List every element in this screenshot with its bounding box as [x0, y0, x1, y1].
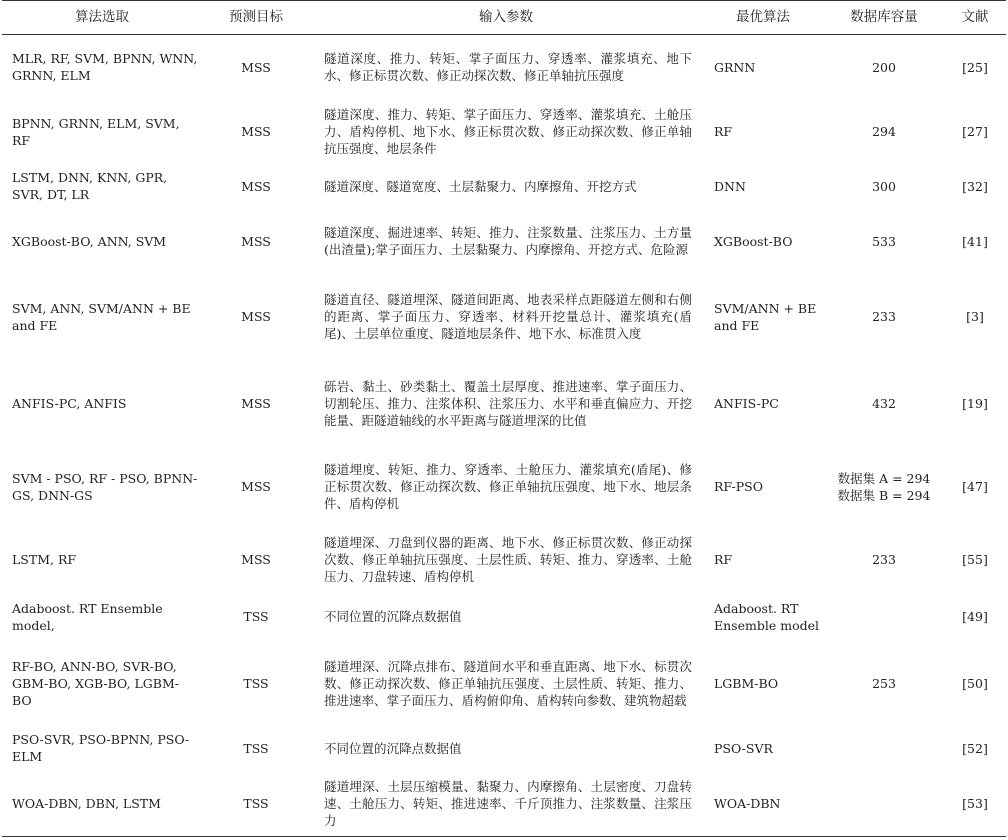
algorithms-cell: WOA-DBN, DBN, LSTM — [2, 771, 202, 837]
best-cell: PSO-SVR — [714, 740, 773, 756]
target-cell: TSS — [243, 740, 269, 756]
target-cell: MSS — [241, 309, 271, 324]
algorithms-cell: LSTM, RF — [12, 552, 77, 567]
table-row — [2, 641, 1006, 726]
algorithms-cell: LSTM, DNN, KNN, GPR, SVR, DT, LR — [12, 170, 168, 202]
table-container — [2, 0, 1006, 837]
db-value: 233 — [872, 552, 896, 567]
header-db: 数据库容量 — [824, 1, 944, 35]
params-cell: 隧道埋深、沉降点排布、隧道间水平和垂直距离、地下水、标贯次数、修正动探次数、修正单轴抗压强度、土层性质、转矩、推力、推进速率、掌子面压力、盾构俯仰角、盾构转向参数、建筑物超载 — [324, 658, 692, 708]
table-row — [2, 274, 1006, 360]
table-row — [2, 360, 1006, 447]
db-value: 294 — [872, 124, 896, 139]
algorithms-cell: BPNN, GRNN, ELM, SVM, RF — [12, 115, 180, 148]
params-cell: 隧道深度、推力、转矩、掌子面压力、穿透率、灌浆填充、土舱压力、盾构停机、地下水、修正标贯次数、修正动探次数、修正单轴抗压强度、地层条件 — [324, 107, 692, 156]
algorithms-cell: MLR, RF, SVM, BPNN, WNN, GRNN, ELM — [12, 51, 198, 84]
algorithms-cell: SVM, ANN, SVM/ANN + BE and FE — [12, 300, 191, 333]
db-cell — [824, 771, 944, 837]
target-cell: MSS — [241, 178, 271, 194]
ref-cell: [55] — [962, 552, 988, 567]
algorithms-cell: PSO-SVR, PSO-BPNN, PSO-ELM — [12, 732, 190, 764]
best-cell: SVM/ANN + BE and FE — [714, 300, 817, 333]
algorithms-cell: ANFIS-PC, ANFIS — [12, 395, 127, 411]
header-target: 预测目标 — [202, 1, 310, 35]
db-cell — [824, 641, 944, 726]
algorithms-cell: Adaboost. RT Ensemble model, — [12, 600, 163, 633]
algorithms-cell: RF-BO, ANN-BO, SVR-BO, GBM-BO, XGB-BO, LGBM-BO — [12, 658, 179, 708]
table-row — [2, 527, 1006, 593]
params-cell: 隧道深度、推力、转矩、掌子面压力、穿透率、灌浆填充、地下水、修正标贯次数、修正动探次数、修正单轴抗压强度 — [324, 51, 692, 84]
target-cell: MSS — [241, 395, 271, 411]
params-cell: 隧道深度、隧道宽度、土层黏聚力、内摩擦角、开挖方式 — [324, 178, 637, 194]
table-row — [2, 771, 1006, 837]
ref-cell: [49] — [962, 609, 988, 624]
header-params: 输入参数 — [310, 1, 702, 35]
table-row — [2, 447, 1006, 527]
target-cell: MSS — [241, 552, 271, 567]
db-cell — [824, 100, 944, 164]
target-cell: TSS — [243, 609, 269, 624]
db-cell — [824, 274, 944, 360]
ref-cell: [3] — [966, 309, 984, 324]
table-body — [2, 35, 1006, 837]
db-value: 253 — [872, 675, 896, 691]
best-cell: RF-PSO — [714, 479, 763, 494]
best-cell: WOA-DBN — [702, 771, 824, 837]
algorithms-cell: SVM - PSO, RF - PSO, BPNN-GS, DNN-GS — [12, 470, 198, 503]
target-cell: MSS — [241, 479, 271, 494]
params-cell: 隧道埋深、刀盘到仪器的距离、地下水、修正标贯次数、修正动探次数、修正单轴抗压强度、土层性质、转矩、推力、穿透率、土舱压力、刀盘转速、盾构停机 — [324, 535, 692, 584]
best-cell: XGBoost-BO — [714, 233, 793, 249]
db-cell — [824, 164, 944, 209]
algorithms-cell: XGBoost-BO, ANN, SVM — [12, 233, 167, 249]
db-value: 432 — [872, 395, 896, 411]
target-cell: TSS — [243, 675, 269, 691]
db-value: 233 — [872, 309, 896, 324]
header-best: 最优算法 — [702, 1, 824, 35]
header-algorithms: 算法选取 — [2, 1, 202, 35]
params-cell: 隧道直径、隧道埋深、隧道间距离、地表采样点距隧道左侧和右侧的距离、掌子面压力、穿透率、材料开挖量总计、灌浆填充(盾尾)、土层单位重度、隧道地层条件、地下水、标准贯入度 — [324, 292, 692, 341]
ref-cell: [19] — [962, 395, 988, 411]
db-dataset-b: 数据集 B = 294 — [837, 487, 931, 503]
params-cell: 不同位置的沉降点数据值 — [324, 740, 462, 756]
params-cell: 不同位置的沉降点数据值 — [324, 609, 462, 624]
ref-cell: [53] — [944, 771, 1006, 837]
table-header — [2, 1, 1006, 35]
target-cell: TSS — [202, 771, 310, 837]
db-cell — [824, 360, 944, 447]
ref-cell: [41] — [962, 233, 988, 249]
ref-cell: [50] — [962, 675, 988, 691]
db-cell — [824, 209, 944, 274]
best-cell: DNN — [714, 178, 746, 194]
best-cell: RF — [714, 124, 733, 139]
algorithm-comparison-table — [2, 0, 1006, 837]
ref-cell: [25] — [962, 59, 988, 75]
header-row — [2, 1, 1006, 35]
header-ref: 文献 — [944, 1, 1006, 35]
table-row — [2, 209, 1006, 274]
params-cell: 隧道埋度、转矩、推力、穿透率、土舱压力、灌浆填充(盾尾)、修正标贯次数、修正动探次数、修正单轴抗压强度、地下水、地层条件、盾构停机 — [324, 462, 692, 511]
params-cell: 隧道埋深、土层压缩模量、黏聚力、内摩擦角、土层密度、刀盘转速、土舱压力、转矩、推进速率、千斤顶推力、注浆数量、注浆压力 — [310, 771, 702, 837]
db-dataset-a: 数据集 A = 294 — [837, 470, 931, 486]
ref-cell: [47] — [962, 479, 988, 494]
db-cell — [824, 527, 944, 593]
best-cell: RF — [714, 552, 733, 567]
target-cell: MSS — [241, 233, 271, 249]
ref-cell: [27] — [962, 124, 988, 139]
table-row — [2, 100, 1006, 164]
db-cell — [824, 447, 944, 527]
db-cell — [824, 593, 944, 641]
table-row — [2, 726, 1006, 771]
db-value: 533 — [872, 233, 896, 249]
db-value: 300 — [872, 178, 896, 194]
params-cell: 砾岩、黏土、砂类黏土、覆盖土层厚度、推进速率、掌子面压力、切割轮压、推力、注浆体积、注浆压力、水平和垂直偏应力、开挖能量、距隧道轴线的水平距离与隧道埋深的比值 — [324, 378, 692, 428]
best-cell: LGBM-BO — [714, 675, 779, 691]
db-value: 200 — [872, 59, 896, 75]
table-row — [2, 35, 1006, 100]
ref-cell: [32] — [962, 178, 988, 194]
table-row — [2, 593, 1006, 641]
best-cell: Adaboost. RT Ensemble model — [714, 600, 819, 633]
params-cell: 隧道深度、掘进速率、转矩、推力、注浆数量、注浆压力、土方量(出渣量);掌子面压力、土层黏聚力、内摩擦角、开挖方式、危险源 — [324, 225, 692, 257]
ref-cell: [52] — [962, 740, 988, 756]
target-cell: MSS — [241, 124, 271, 139]
target-cell: MSS — [241, 59, 271, 75]
db-cell — [824, 35, 944, 100]
db-cell — [824, 726, 944, 771]
best-cell: GRNN — [714, 59, 756, 75]
table-row — [2, 164, 1006, 209]
best-cell: ANFIS-PC — [714, 395, 779, 411]
